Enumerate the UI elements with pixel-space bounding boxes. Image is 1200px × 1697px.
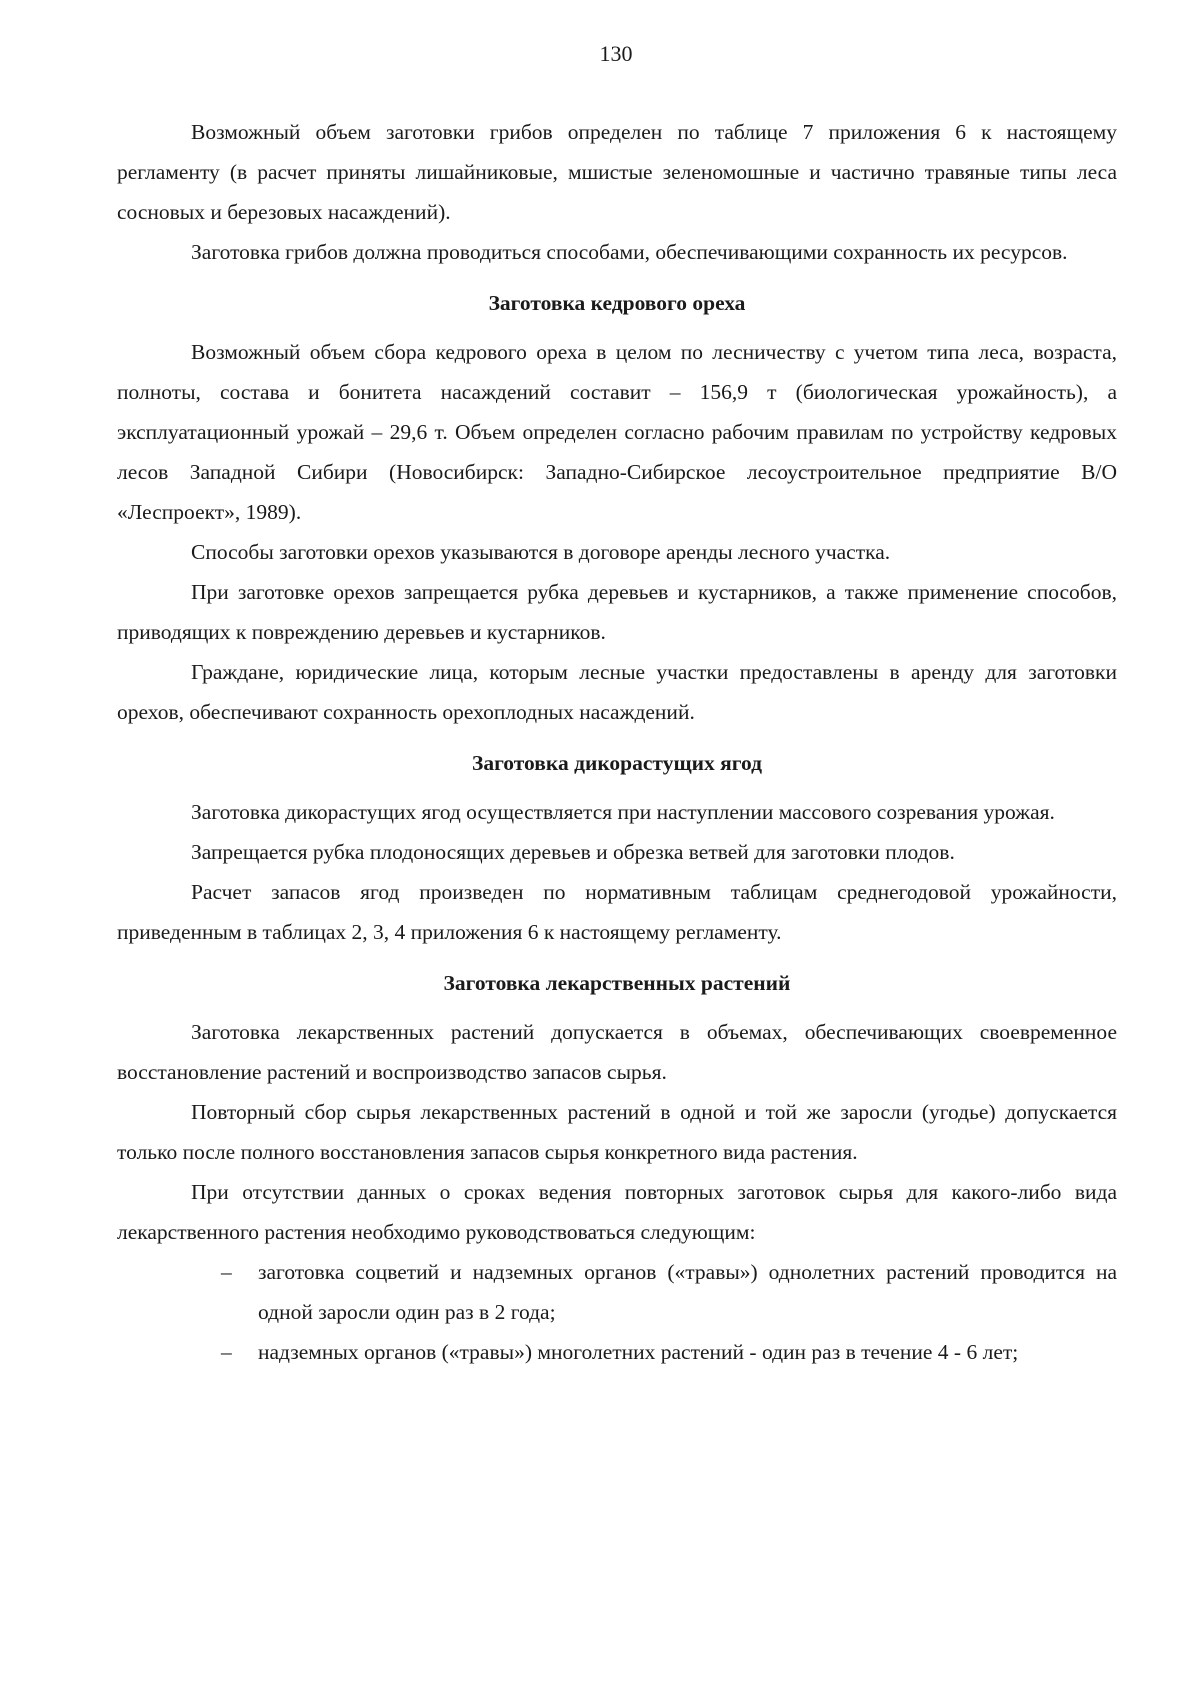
list-dash: – bbox=[221, 1260, 232, 1284]
paragraph-cedar-volume: Возможный объем сбора кедрового ореха в целом по лесничеству с учетом типа леса, возраста, полноты, состава и бонитета насаждений составит – 156,9 т (биологическая урожайность), а эксплуатационный урожай – 29,6 т. Объем определен согласно рабочим правилам по устройству кедровых лесов Западной Сибири (Новосибирск: Западно-Сибирское лесоустроительное предприятие В/О «Леспроект», 1989). bbox=[117, 340, 1117, 524]
paragraph-medicinal-volume: Заготовка лекарственных растений допускается в объемах, обеспечивающих своевременное восстановление растений и воспроизводство запасов сырья. bbox=[117, 1020, 1117, 1084]
paragraph-mushroom-volume: Возможный объем заготовки грибов определен по таблице 7 приложения 6 к настоящему регламенту (в расчет приняты лишайниковые, мшистые зеленомошные и частично травяные типы леса сосновых и березовых насаждений). bbox=[117, 120, 1117, 224]
list-item-text: заготовка соцветий и надземных органов («травы») однолетних растений проводится на одной заросли один раз в 2 года; bbox=[258, 1260, 1117, 1324]
paragraph-berries-prohibition: Запрещается рубка плодоносящих деревьев и обрезка ветвей для заготовки плодов. bbox=[191, 840, 955, 864]
medicinal-rules-list bbox=[117, 1252, 1117, 1372]
paragraph-mushroom-methods: Заготовка грибов должна проводиться способами, обеспечивающими сохранность их ресурсов. bbox=[191, 240, 1068, 264]
paragraph-berries-calculation: Расчет запасов ягод произведен по нормативным таблицам среднегодовой урожайности, приведенным в таблицах 2, 3, 4 приложения 6 к настоящему регламенту. bbox=[117, 880, 1117, 944]
list-item bbox=[117, 1332, 1117, 1372]
paragraph-medicinal-repeat: Повторный сбор сырья лекарственных растений в одной и той же заросли (угодье) допускается только после полного восстановления запасов сырья конкретного вида растения. bbox=[117, 1100, 1117, 1164]
heading-wild-berries: Заготовка дикорастущих ягод bbox=[471, 751, 762, 775]
paragraph-nut-prohibitions: При заготовке орехов запрещается рубка деревьев и кустарников, а также применение способов, приводящих к повреждению деревьев и кустарников. bbox=[117, 580, 1117, 644]
list-item bbox=[117, 1252, 1117, 1332]
paragraph-berries-harvest: Заготовка дикорастущих ягод осуществляется при наступлении массового созревания урожая. bbox=[191, 800, 1055, 824]
list-dash: – bbox=[221, 1340, 232, 1364]
page-number: 130 bbox=[599, 41, 633, 66]
paragraph-medicinal-guidance: При отсутствии данных о сроках ведения повторных заготовок сырья для какого-либо вида лекарственного растения необходимо руководствоваться следующим: bbox=[117, 1180, 1117, 1244]
paragraph-nut-lessees: Граждане, юридические лица, которым лесные участки предоставлены в аренду для заготовки орехов, обеспечивают сохранность орехоплодных насаждений. bbox=[117, 660, 1117, 724]
document-body bbox=[117, 112, 1117, 1372]
paragraph-nut-methods: Способы заготовки орехов указываются в договоре аренды лесного участка. bbox=[191, 540, 891, 564]
list-item-text: надземных органов («травы») многолетних растений - один раз в течение 4 - 6 лет; bbox=[258, 1340, 1019, 1364]
heading-cedar-nut: Заготовка кедрового ореха bbox=[488, 291, 746, 315]
heading-medicinal-plants: Заготовка лекарственных растений bbox=[443, 971, 791, 995]
